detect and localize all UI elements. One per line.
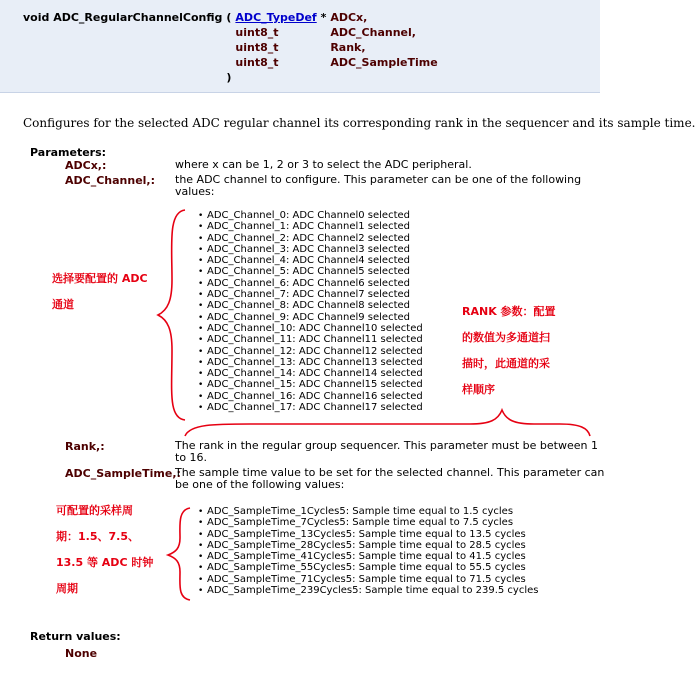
annotation-line: 样顺序 bbox=[462, 383, 495, 396]
param-name-rank: Rank,: bbox=[65, 440, 105, 453]
bottom-brace-channels bbox=[185, 410, 590, 436]
annotation-rank-note bbox=[462, 299, 556, 403]
param-adc-channel: ADC_Channel, bbox=[330, 26, 416, 39]
desc-line: the ADC channel to configure. This parameter can be one of the following bbox=[175, 173, 582, 186]
annotation-line: 周期 bbox=[56, 582, 78, 595]
sample-time-options-list bbox=[198, 506, 538, 596]
list-item: • ADC_SampleTime_71Cycles5: Sample time equal to 71.5 cycles bbox=[198, 574, 538, 585]
list-item: • ADC_Channel_1: ADC Channel1 selected bbox=[198, 221, 423, 232]
left-brace-channels bbox=[158, 210, 185, 420]
list-item: • ADC_Channel_6: ADC Channel6 selected bbox=[198, 278, 423, 289]
function-description: Configures for the selected ADC regular channel its corresponding rank in the sequencer and its sample time. bbox=[23, 116, 695, 130]
desc-line: values: bbox=[175, 185, 215, 198]
list-item: • ADC_Channel_3: ADC Channel3 selected bbox=[198, 244, 423, 255]
parameters-heading: Parameters: bbox=[30, 146, 107, 159]
param-type: uint8_t bbox=[235, 56, 279, 69]
list-item: • ADC_Channel_9: ADC Channel9 selected bbox=[198, 312, 423, 323]
annotation-line: 的数值为多通道扫 bbox=[462, 331, 550, 344]
adc-typedef-link[interactable]: ADC_TypeDef bbox=[235, 11, 317, 24]
list-item: • ADC_Channel_16: ADC Channel16 selected bbox=[198, 391, 423, 402]
list-item: • ADC_SampleTime_239Cycles5: Sample time equal to 239.5 cycles bbox=[198, 585, 538, 596]
list-item: • ADC_Channel_14: ADC Channel14 selected bbox=[198, 368, 423, 379]
list-item: • ADC_Channel_7: ADC Channel7 selected bbox=[198, 289, 423, 300]
desc-line: be one of the following values: bbox=[175, 478, 345, 491]
param-name-adcx: ADCx,: bbox=[65, 159, 107, 172]
signature-table bbox=[23, 11, 442, 86]
annotation-line: RANK 参数：配置 bbox=[462, 305, 556, 318]
annotation-channel-note bbox=[52, 266, 148, 318]
param-name-adc-sample-time: ADC_SampleTime,: bbox=[65, 467, 181, 480]
param-desc-rank bbox=[175, 440, 598, 464]
param-type: uint8_t bbox=[235, 41, 279, 54]
channel-options-list bbox=[198, 210, 423, 413]
annotation-line: 通道 bbox=[52, 298, 74, 311]
desc-line: The rank in the regular group sequencer. This parameter must be between 1 bbox=[175, 439, 598, 452]
return-values-heading: Return values: bbox=[30, 630, 121, 643]
list-item: • ADC_SampleTime_28Cycles5: Sample time equal to 28.5 cycles bbox=[198, 540, 538, 551]
list-item: • ADC_Channel_8: ADC Channel8 selected bbox=[198, 300, 423, 311]
param-rank: Rank, bbox=[330, 41, 366, 54]
list-item: • ADC_Channel_5: ADC Channel5 selected bbox=[198, 266, 423, 277]
param-sample-time: ADC_SampleTime bbox=[330, 56, 438, 69]
list-item: • ADC_Channel_12: ADC Channel12 selected bbox=[198, 346, 423, 357]
param-desc-adc-channel bbox=[175, 174, 581, 198]
list-item: • ADC_Channel_13: ADC Channel13 selected bbox=[198, 357, 423, 368]
annotation-line: 13.5 等 ADC 时钟 bbox=[56, 556, 154, 569]
list-item: • ADC_Channel_2: ADC Channel2 selected bbox=[198, 233, 423, 244]
list-item: • ADC_SampleTime_7Cycles5: Sample time equal to 7.5 cycles bbox=[198, 517, 538, 528]
list-item: • ADC_Channel_10: ADC Channel10 selected bbox=[198, 323, 423, 334]
param-desc-adcx: where x can be 1, 2 or 3 to select the ADC peripheral. bbox=[175, 158, 472, 171]
param-name-adc-channel: ADC_Channel,: bbox=[65, 174, 156, 187]
list-item: • ADC_Channel_0: ADC Channel0 selected bbox=[198, 210, 423, 221]
param-desc-adc-sample-time bbox=[175, 467, 604, 491]
list-item: • ADC_SampleTime_13Cycles5: Sample time equal to 13.5 cycles bbox=[198, 529, 538, 540]
list-item: • ADC_SampleTime_1Cycles5: Sample time equal to 1.5 cycles bbox=[198, 506, 538, 517]
list-item: • ADC_Channel_17: ADC Channel17 selected bbox=[198, 402, 423, 413]
function-name: void ADC_RegularChannelConfig bbox=[23, 11, 223, 24]
desc-line: The sample time value to be set for the selected channel. This parameter can bbox=[175, 466, 605, 479]
annotation-line: 期：1.5、7.5、 bbox=[56, 530, 139, 543]
annotation-line: 可配置的采样周 bbox=[56, 504, 133, 517]
function-signature-box bbox=[0, 0, 600, 93]
list-item: • ADC_SampleTime_55Cycles5: Sample time equal to 55.5 cycles bbox=[198, 562, 538, 573]
open-paren: ( bbox=[226, 11, 232, 24]
list-item: • ADC_Channel_15: ADC Channel15 selected bbox=[198, 379, 423, 390]
param-adcx: ADCx, bbox=[330, 11, 368, 24]
close-paren: ) bbox=[226, 71, 232, 84]
list-item: • ADC_SampleTime_41Cycles5: Sample time equal to 41.5 cycles bbox=[198, 551, 538, 562]
param-type: uint8_t bbox=[235, 26, 279, 39]
pointer-star: * bbox=[320, 11, 327, 24]
annotation-line: 选择要配置的 ADC bbox=[52, 272, 148, 285]
annotation-line: 描时，此通道的采 bbox=[462, 357, 550, 370]
return-value: None bbox=[65, 647, 98, 660]
desc-line: to 16. bbox=[175, 451, 208, 464]
annotation-sample-note bbox=[56, 498, 153, 602]
list-item: • ADC_Channel_4: ADC Channel4 selected bbox=[198, 255, 423, 266]
left-brace-sample-time bbox=[168, 508, 190, 600]
list-item: • ADC_Channel_11: ADC Channel11 selected bbox=[198, 334, 423, 345]
